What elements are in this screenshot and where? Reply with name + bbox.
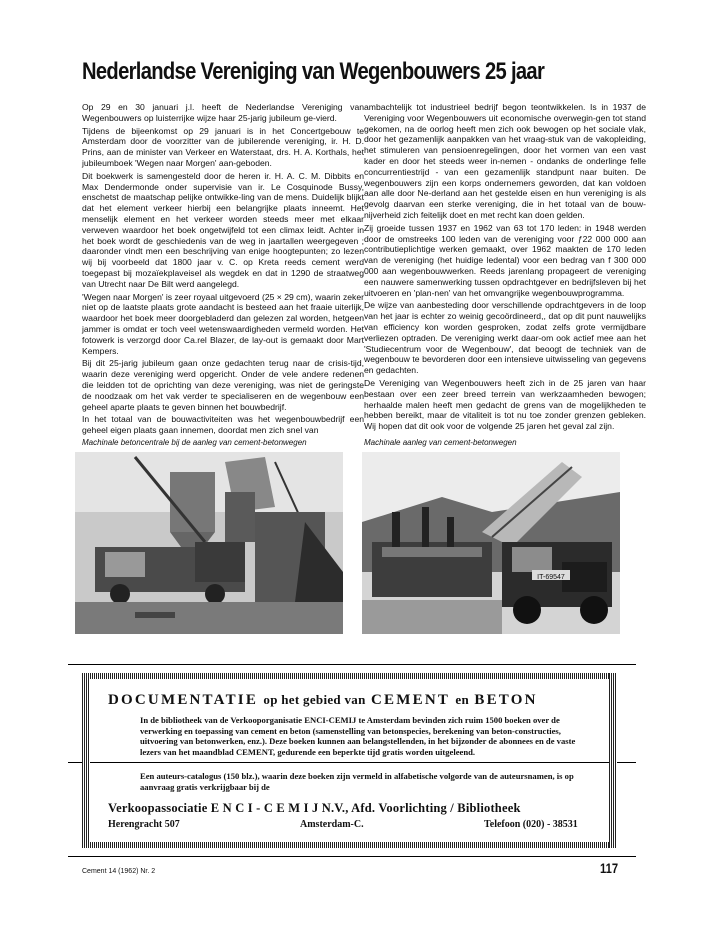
paragraph: In het totaal van de bouwactiviteiten was het wegenbouwbedrijf een geheel eigen plaats gaan innemen, doordat men zich snel van bbox=[82, 414, 364, 436]
paragraph: De wijze van aanbesteding door verschillende opdrachtgevers in de loop van het jaar is echter zo weinig gecoördineerd,, dat op dit punt nauwelijks van efficiency kon worden gesproken, zodat zelfs grote vermijdbare verliezen optraden. De vereniging werkt daar-om ook actief mee aan het 'Studiecentrum voor de Wegenbouw', dat beoogt de techniek van de wegenbouw te bevorderen door een intensieve uitwisseling van gegevens en gedachten. bbox=[364, 300, 646, 376]
ad-phone: Telefoon (020) - 38531 bbox=[484, 819, 578, 830]
left-column bbox=[82, 102, 364, 438]
divider-bottom bbox=[68, 856, 636, 857]
ad-border-top bbox=[82, 673, 617, 679]
ad-headline-beton: BETON bbox=[474, 692, 538, 708]
road-paving-photo bbox=[362, 452, 620, 634]
ad-street: Herengracht 507 bbox=[108, 819, 180, 830]
ad-border-left bbox=[82, 673, 90, 848]
paragraph: Tijdens de bijeenkomst op 29 januari is in het Concertgebouw te Amsterdam door de voorzitter van de jubilerende vereniging, ir. H. D. Prins, aan de minister van Verkeer en Waterstaat, drs. H. A. Korthals, het jubileumboek 'Wegen naar Morgen' aan-geboden. bbox=[82, 125, 364, 168]
paragraph: Op 29 en 30 januari j.l. heeft de Nederlandse Vereniging van Wegenbouwers op luisterrijke wijze haar 25-jarig jubileum ge-vierd. bbox=[82, 102, 364, 123]
ad-headline-mid: op het gebied van bbox=[263, 692, 366, 707]
journal-reference: Cement 14 (1962) Nr. 2 bbox=[82, 868, 156, 875]
paragraph: Dit boekwerk is samengesteld door de heren ir. H. A. C. M. Dibbits en Max Dendermonde onder supervisie van ir. Le Cosquinode Bussy, enschetst de maatschap pelijke ontwikke-ling van de mens. Duidelijk blijkt dat het element verkeer hierbij een belangrijke plaats inneemt. Het menselijk element en het verkeer worden steeds meer met elkaar verweven waardoor het boek ongetwijfeld tot een climax leidt. Achter in het boek wordt de geschiedenis van de weg in jaartallen weergegeven ; daaronder vindt men een beschrijving van enige hoogtepunten; zo lezen wij bij voorbeeld dat 1800 jaar v. C. op Kreta reeds cement werd toegepast bij mozaïekplaveisel als wegdek en dat in 1290 de straatweg van Utrecht naar De Bilt werd aangelegd. bbox=[82, 170, 364, 289]
divider-top bbox=[68, 664, 636, 665]
photo-caption-left: Machinale betoncentrale bij de aanleg van cement-betonwegen bbox=[82, 438, 307, 447]
truck-plate: IT-69547 bbox=[537, 574, 565, 581]
article-title: Nederlandse Vereniging van Wegenbouwers 25 jaar bbox=[82, 58, 545, 85]
paragraph: 'Wegen naar Morgen' is zeer royaal uitgevoerd (25 × 29 cm), waarin zeker niet op de laatste plaats grote aandacht is besteed aan het fraaie uiterlijk, waardoor het boek meer doorgebladerd dan gelezen zal worden, hetgeen jammer is omdat er toch veel wetenswaardigheden vermeld worden. Het fotowerk is verzorgd door Ca.rel Blazer, de lay-out is gemaakt door Mart Kempers. bbox=[82, 291, 364, 356]
paragraph: Zij groeide tussen 1937 en 1962 van 63 tot 170 leden: in 1948 werden door de omstreeks 100 leden van de vereniging voor ƒ22 000 000 aan contributieplichtige werken gemaakt, over 1962 maakten de 170 leden van de vereniging (het huidige ledental) voor een bedrag van f 300 000 000 aan wegenbouwwerken. Reeds jarenlang propageert de vereniging een nauwere samenwerking tussen opdrachtgever en bedrijfsleven bij het uitvoeren en 'plan-nen' van het omvangrijke wegenbouwprogramma. bbox=[364, 222, 646, 298]
ad-city: Amsterdam-C. bbox=[300, 819, 364, 830]
page-number: 117 bbox=[600, 860, 619, 876]
ad-headline-documentatie: DOCUMENTATIE bbox=[108, 692, 259, 708]
ad-border-right bbox=[609, 673, 617, 848]
documentation-advertisement bbox=[82, 673, 617, 848]
ad-body-text: In de bibliotheek van de Verkooporganisatie ENCI-CEMIJ te Amsterdam bevinden zich ruim 1500 boeken over de verwerking en toepassing van cement en beton (samenstelling van betonspecies, berekening van beton-constructies, uitvoering van betonwerken, enz.). Deze boeken kunnen aan belangstellenden, in het bijzonder de abonnees en de vaste lezers van het maandblad CEMENT, gedurende een beperkte tijd gratis worden uitgeleend. bbox=[140, 715, 576, 757]
concrete-plant-photo bbox=[75, 452, 343, 634]
ad-organization: Verkoopassociatie E N C I - C E M I J N.V., Afd. Voorlichting / Bibliotheek bbox=[108, 801, 521, 815]
paragraph: Bij dit 25-jarig jubileum gaan onze gedachten terug naar de crisis-tijd, waarin deze vereniging werd opgericht. Onder de vele andere redenen die leidden tot de oprichting van deze vereniging, was niet de geringste de noodzaak om het vak verder te specialiseren en de wegenbouw een geheel aparte plaats te geven binnen het bouwbedrijf. bbox=[82, 358, 364, 412]
photo-caption-right: Machinale aanleg van cement-betonwegen bbox=[364, 438, 517, 447]
ad-headline bbox=[108, 692, 594, 709]
ad-headline-en: en bbox=[455, 692, 470, 707]
right-column bbox=[364, 102, 646, 434]
paragraph: ambachtelijk tot industrieel bedrijf begon teontwikkelen. Is in 1937 de Vereniging voor Wegenbouwers uit economische overwegin-gen tot stand gekomen, na de oorlog heeft men zich ook bewogen op het sociale vlak, door het gezamenlijk aanpakken van het vraag-stuk van de vakopleiding, het stimuleren van pensioenregelingen, door het vormen van een vast kader en door het steeds weer in-nemen - ondanks de onderlinge felle concurrentiestrijd - van een gezamenlijk standpunt naar buiten. De wegenbouwers zijn een korps ondernemers geworden, dat kan voldoen aan alle door Ne-derland aan het gestelde eisen en hun vereniging is als gevolg daarvan een sterke vereniging, die in het totaal van de bouw-nijverheid zich feitelijk doet en met recht kan doen gelden. bbox=[364, 102, 646, 220]
ad-catalogue-text: Een auteurs-catalogus (150 blz.), waarin deze boeken zijn vermeld in alfabetische volgorde van de auteursnamen, is op aanvraag gratis verkrijgbaar bij de bbox=[140, 771, 574, 792]
paragraph: De Vereniging van Wegenbouwers heeft zich in de 25 jaren van haar bestaan over een zeer breed terrein van werkzaamheden bewogen; herhaalde malen heeft men gedacht de grens van de mogelijkheden te hebben bereikt, maar de vitaliteit is tot nu toe zonder grenzen gebleken. Wij hopen dat dit ook voor de volgende 25 jaren het geval zal zijn. bbox=[364, 377, 646, 432]
ad-headline-cement: CEMENT bbox=[371, 692, 451, 708]
ad-border-bottom bbox=[82, 842, 617, 848]
